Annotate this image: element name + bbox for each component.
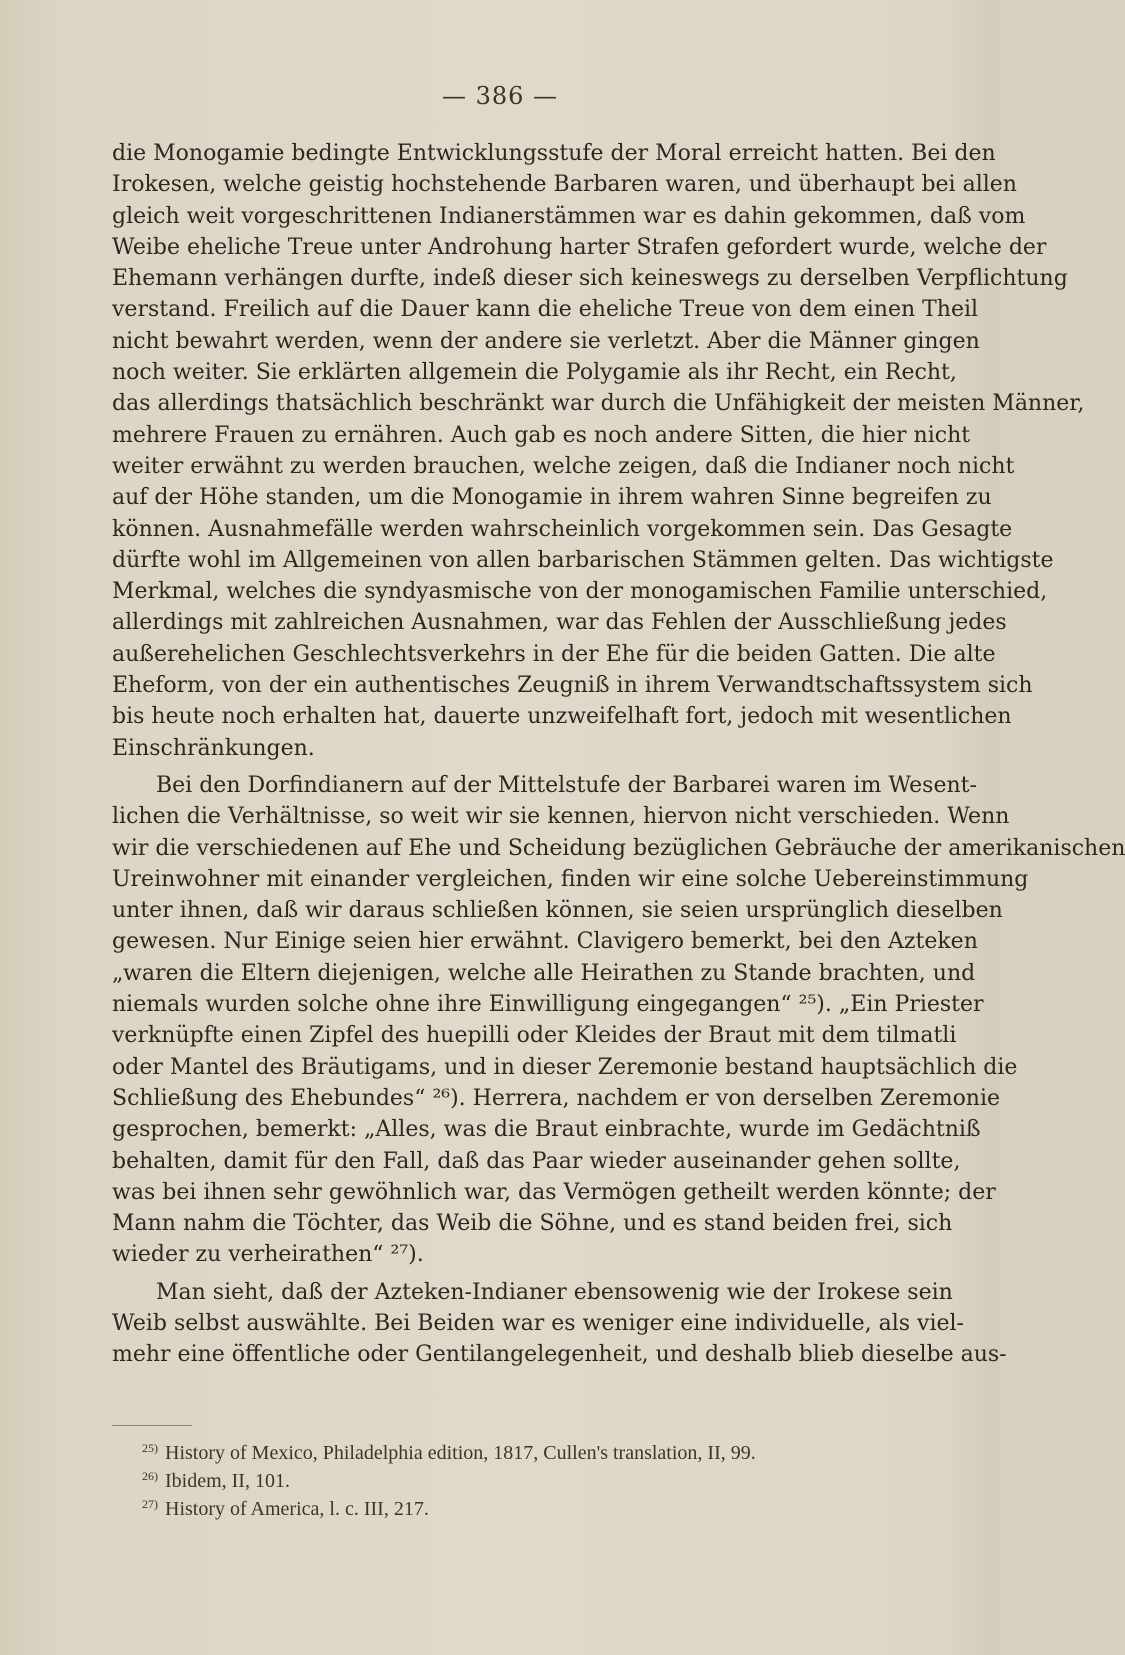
text-line: können. Ausnahmefälle werden wahrscheinlich vorgekommen sein. Das Gesagte	[112, 516, 1013, 542]
text-line: Merkmal, welches die syndyasmische von der monogamischen Familie unterschied,	[112, 579, 1048, 605]
footnote-text: History of Mexico, Philadelphia edition, 1817, Cullen's translation, II, 99.	[165, 1442, 756, 1464]
text-line: gleich weit vorgeschrittenen Indianerstämmen war es dahin gekommen, daß vom	[112, 203, 1026, 229]
footnote-mark: 25)	[142, 1441, 158, 1455]
text-line: Bei den Dorfindianern auf der Mittelstufe der Barbarei waren im Wesent-	[156, 772, 977, 798]
text-line: Weib selbst auswählte. Bei Beiden war es weniger eine individuelle, als viel-	[112, 1310, 964, 1336]
text-line: Weibe eheliche Treue unter Androhung harter Strafen gefordert wurde, welche der	[112, 234, 1047, 260]
text-line: Ehemann verhängen durfte, indeß dieser sich keineswegs zu derselben Verpflichtung	[112, 266, 1068, 292]
text-line: unter ihnen, daß wir daraus schließen können, sie seien ursprünglich dieselben	[112, 898, 1003, 924]
text-line: die Monogamie bedingte Entwicklungsstufe der Moral erreicht hatten. Bei den	[112, 141, 996, 166]
footnote	[142, 1434, 912, 1462]
text-line: dürfte wohl im Allgemeinen von allen barbarischen Stämmen gelten. Das wichtigste	[112, 547, 1054, 573]
footnote-mark: 27)	[142, 1497, 158, 1511]
footnote-mark: 26)	[142, 1469, 158, 1483]
footnote-text: Ibidem, II, 101.	[165, 1470, 290, 1492]
text-line: gewesen. Nur Einige seien hier erwähnt. Clavigero bemerkt, bei den Azteken	[112, 929, 978, 955]
text-line: Schließung des Ehebundes“ ²⁶). Herrera, nachdem er von derselben Zeremonie	[112, 1085, 1001, 1111]
text-line: lichen die Verhältnisse, so weit wir sie kennen, hiervon nicht verschieden. Wenn	[112, 804, 1010, 830]
text-line: was bei ihnen sehr gewöhnlich war, das Vermögen getheilt werden könnte; der	[112, 1179, 996, 1205]
footnotes	[142, 1434, 912, 1518]
text-line: Einschränkungen.	[112, 735, 315, 761]
text-line: mehr eine öffentliche oder Gentilangelegenheit, und deshalb blieb dieselbe aus-	[112, 1342, 1007, 1368]
text-line: das allerdings thatsächlich beschränkt war durch die Unfähigkeit der meisten Männer,	[112, 391, 1085, 417]
text-line: wir die verschiedenen auf Ehe und Scheidung bezüglichen Gebräuche der amerikanischen	[112, 835, 1125, 861]
text-line: behalten, damit für den Fall, daß das Paar wieder auseinander gehen sollte,	[112, 1148, 961, 1174]
text-line: bis heute noch erhalten hat, dauerte unzweifelhaft fort, jedoch mit wesentlichen	[112, 704, 1012, 730]
text-line: noch weiter. Sie erklärten allgemein die Polygamie als ihr Recht, ein Recht,	[112, 360, 957, 386]
text-line: Man sieht, daß der Azteken-Indianer ebensowenig wie der Irokese sein	[156, 1279, 953, 1305]
page-number: — 386 —	[441, 82, 559, 110]
text-line: wieder zu verheirathen“ ²⁷).	[112, 1242, 424, 1268]
text-line: niemals wurden solche ohne ihre Einwilligung eingegangen“ ²⁵). „Ein Priester	[112, 992, 984, 1018]
text-line: verstand. Freilich auf die Dauer kann die eheliche Treue von dem einen Theil	[112, 297, 979, 323]
footnote	[142, 1462, 912, 1490]
text-line: weiter erwähnt zu werden brauchen, welche zeigen, daß die Indianer noch nicht	[112, 453, 1015, 479]
text-line: Ureinwohner mit einander vergleichen, finden wir eine solche Uebereinstimmung	[112, 866, 1029, 892]
text-line: nicht bewahrt werden, wenn der andere sie verletzt. Aber die Männer gingen	[112, 328, 980, 354]
text-line: Mann nahm die Töchter, das Weib die Söhne, und es stand beiden frei, sich	[112, 1211, 953, 1237]
footnote-divider	[112, 1425, 192, 1426]
text-line: verknüpfte einen Zipfel des huepilli oder Kleides der Braut mit dem tilmatli	[112, 1023, 957, 1049]
text-line: gesprochen, bemerkt: „Alles, was die Braut einbrachte, wurde im Gedächtniß	[112, 1117, 981, 1143]
text-line: auf der Höhe standen, um die Monogamie in ihrem wahren Sinne begreifen zu	[112, 485, 992, 511]
text-line: Irokesen, welche geistig hochstehende Barbaren waren, und überhaupt bei allen	[112, 172, 1017, 198]
footnote-text: History of America, l. c. III, 217.	[165, 1498, 429, 1520]
text-line: „waren die Eltern diejenigen, welche alle Heirathen zu Stande brachten, und	[112, 960, 976, 986]
footnote	[142, 1490, 912, 1518]
text-line: mehrere Frauen zu ernähren. Auch gab es noch andere Sitten, die hier nicht	[112, 422, 971, 448]
body-text	[112, 138, 1125, 1371]
text-line: außerehelichen Geschlechtsverkehrs in der Ehe für die beiden Gatten. Die alte	[112, 641, 996, 667]
text-line: Eheform, von der ein authentisches Zeugniß in ihrem Verwandtschaftssystem sich	[112, 673, 1033, 699]
text-line: oder Mantel des Bräutigams, und in dieser Zeremonie bestand hauptsächlich die	[112, 1054, 1018, 1080]
text-line: allerdings mit zahlreichen Ausnahmen, war das Fehlen der Ausschließung jedes	[112, 610, 1007, 636]
